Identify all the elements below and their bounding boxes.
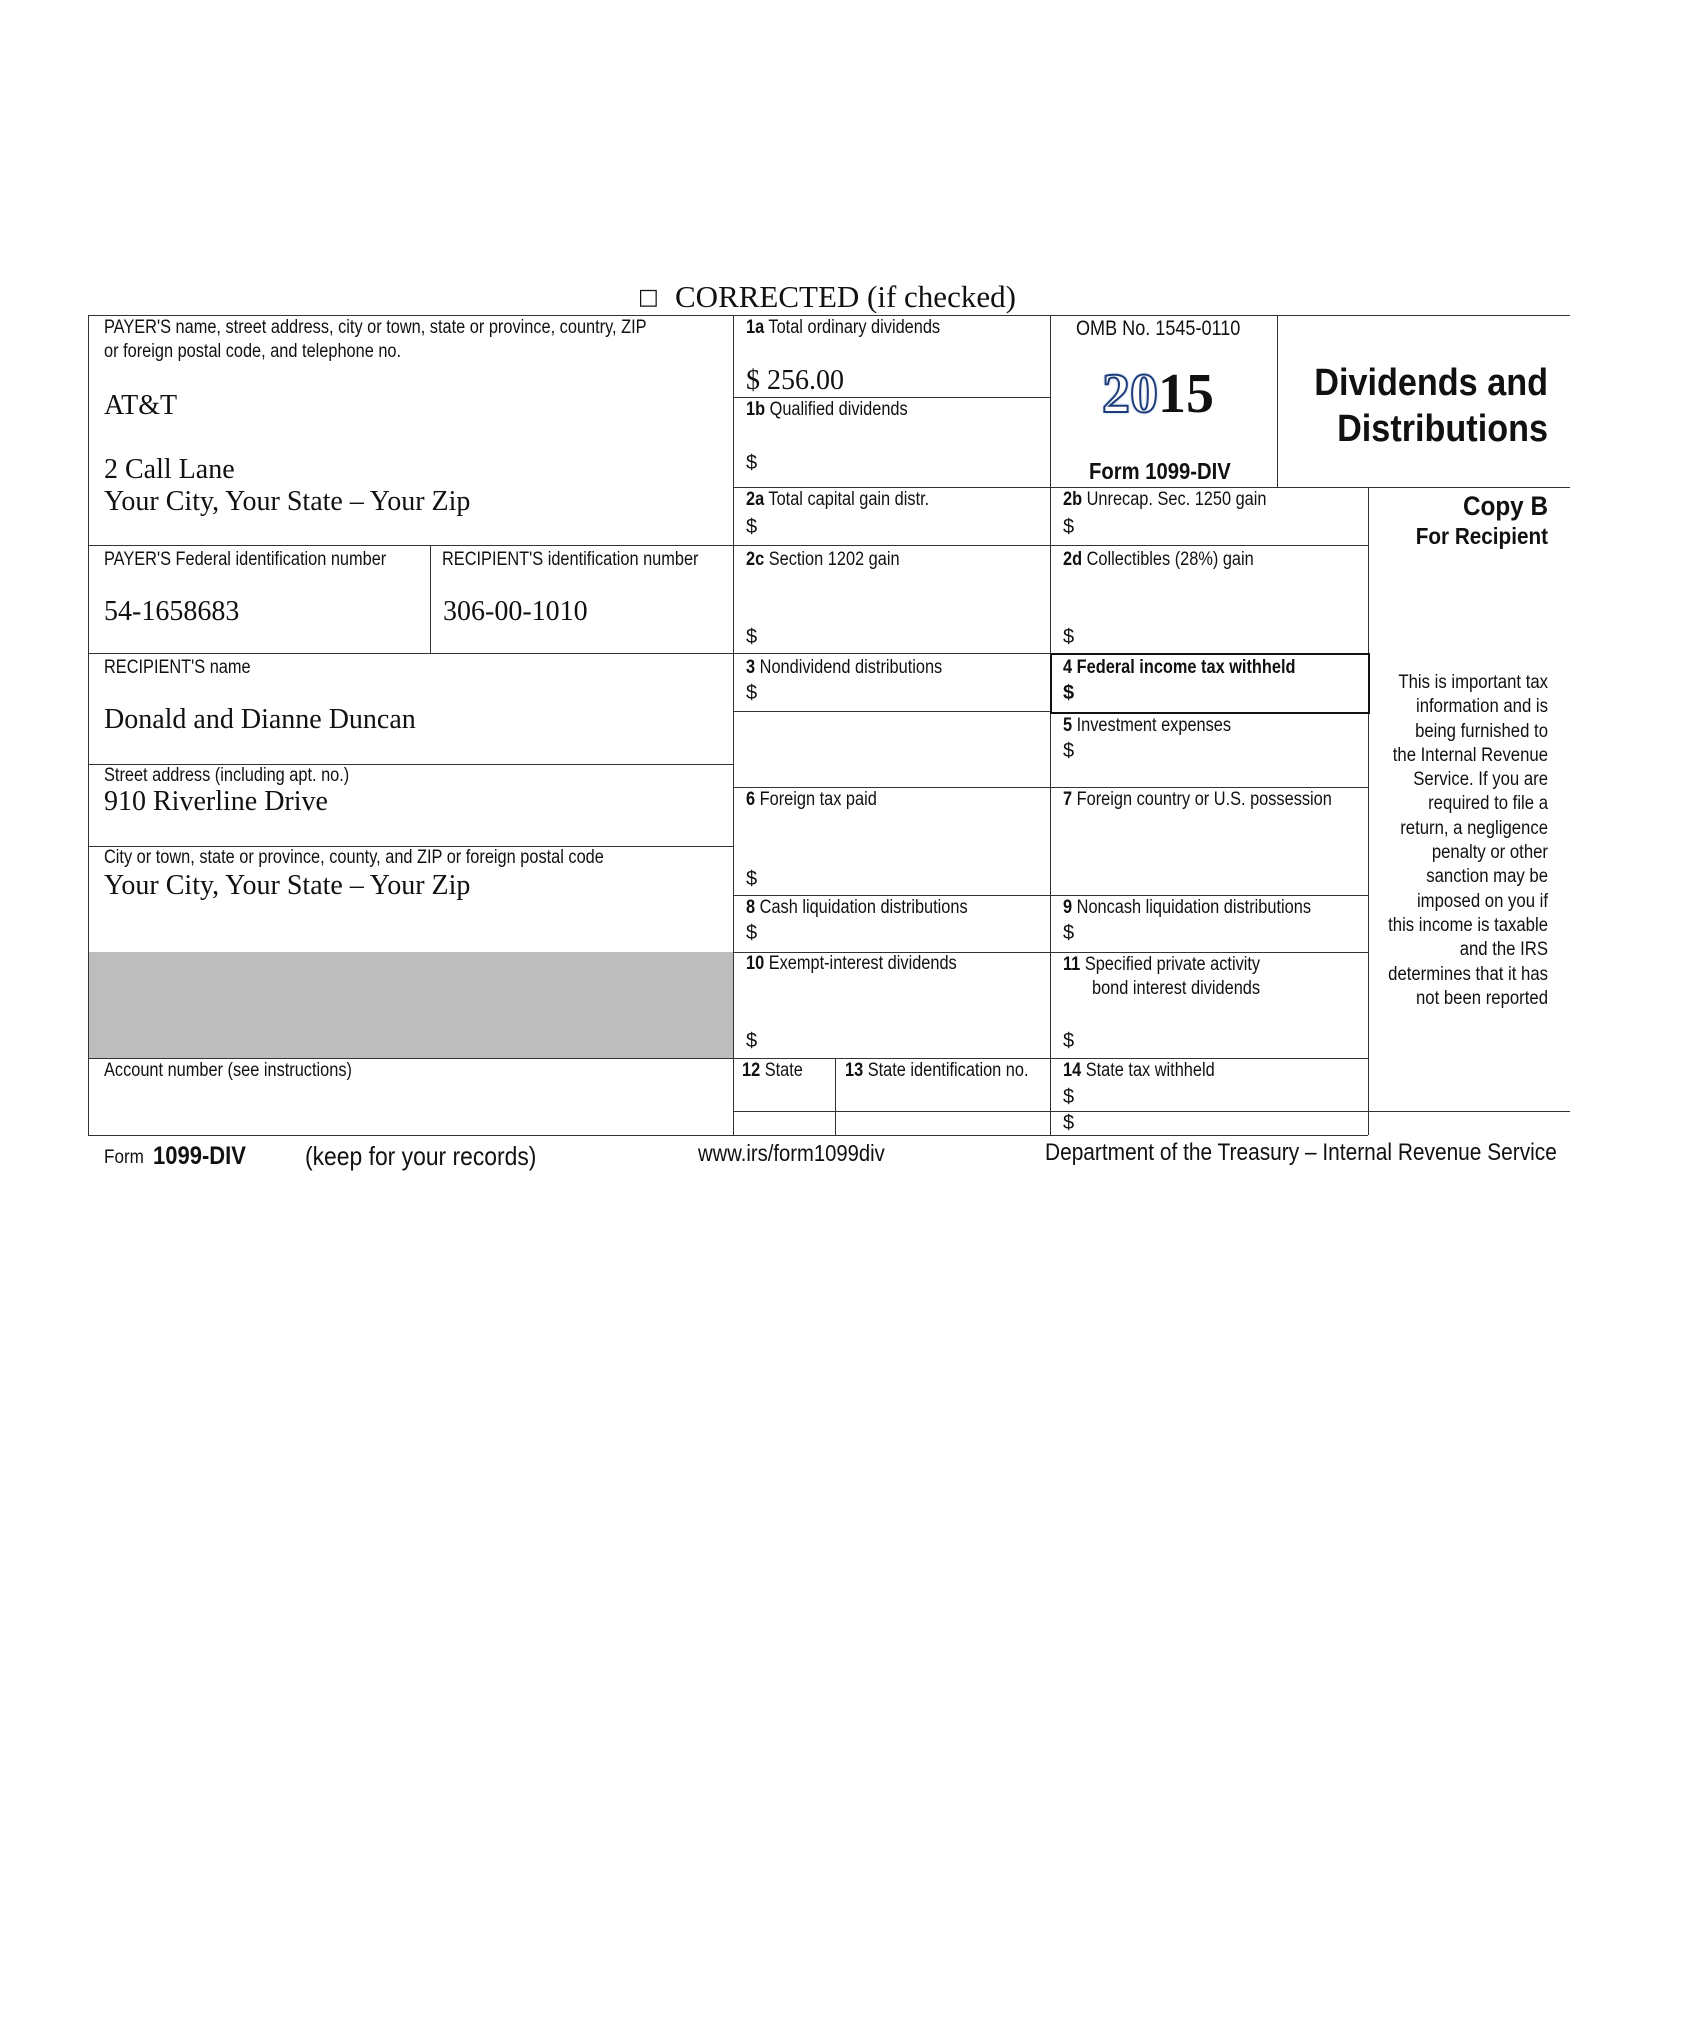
notice-line: the Internal Revenue [1392,744,1548,766]
footer-department: Department of the Treasury – Internal Revenue Service [1045,1139,1557,1166]
box-14-text: State tax withheld [1085,1060,1215,1081]
box-6-label [746,788,877,812]
box-3-text: Nondividend distributions [759,657,943,678]
grid-line [733,1111,1570,1112]
box-1b-label [746,398,908,422]
box-10-text: Exempt-interest dividends [768,953,957,974]
grid-line [733,315,734,1135]
account-number-label: Account number (see instructions) [104,1060,352,1081]
notice-line: sanction may be [1426,866,1548,888]
payer-city: Your City, Your State – Your Zip [104,486,471,517]
recipient-id: 306-00-1010 [443,596,588,627]
recipient-name: Donald and Dianne Duncan [104,704,416,735]
box-14-dollar-second: $ [1063,1112,1075,1134]
omb-number: OMB No. 1545-0110 [1076,317,1241,340]
box-2a-dollar: $ [746,516,758,538]
box-13-number: 13 [845,1060,864,1081]
box-4-text: Federal income tax withheld [1076,657,1296,678]
notice-line: determines that it has [1388,963,1548,985]
box-4-label [1063,656,1295,680]
notice-line: imposed on you if [1416,890,1548,912]
box-2c-number: 2c [746,549,765,570]
box-1b-dollar: $ [746,452,758,474]
recipient-city: Your City, Your State – Your Zip [104,870,471,901]
box-11-text: Specified private activity [1084,954,1261,975]
box-7-label [1063,788,1332,812]
recipient-id-label: RECIPIENT'S identification number [442,549,699,570]
footer-form-word: Form [104,1147,144,1168]
box-11-number: 11 [1063,954,1081,975]
box-1a-number: 1a [746,317,765,338]
box-6-number: 6 [746,789,756,810]
box-4-dollar: $ [1063,682,1075,704]
box-2b-text: Unrecap. Sec. 1250 gain [1086,489,1267,510]
recipient-city-label: City or town, state or province, county, and ZIP or foreign postal code [104,847,604,868]
box-13-text: State identification no. [867,1060,1029,1081]
notice-line: being furnished to [1415,720,1548,742]
box-2d-number: 2d [1063,549,1083,570]
box-9-label [1063,896,1311,920]
payer-label-continued: or foreign postal code, and telephone no. [104,341,402,362]
grid-line [733,711,1050,712]
tax-year-prefix: 20 [1102,363,1158,425]
shaded-area [89,952,733,1058]
box-2d-dollar: $ [1063,626,1075,648]
box-13-label [845,1059,1029,1083]
form-title-line-2: Distributions [1337,408,1548,450]
box-11-label [1063,953,1260,977]
payer-fed-id: 54-1658683 [104,596,240,627]
box-6-dollar: $ [746,868,758,890]
grid-line [88,1135,1368,1136]
box-12-text: State [764,1060,803,1081]
box-1a-value: $ 256.00 [746,365,844,396]
copy-subtitle: For Recipient [1415,523,1548,549]
box-8-dollar: $ [746,922,758,944]
notice-line: not been reported [1415,987,1548,1009]
box-11-label-continued: bond interest dividends [1092,978,1261,999]
box-8-text: Cash liquidation distributions [759,897,968,918]
recipient-street-label: Street address (including apt. no.) [104,765,350,786]
notice-line: Service. If you are [1413,769,1548,791]
box-2b-label [1063,488,1266,512]
box-2b-dollar: $ [1063,516,1075,538]
form-title-line-1: Dividends and [1314,362,1548,404]
recipient-street: 910 Riverline Drive [104,786,328,817]
box-2c-dollar: $ [746,626,758,648]
box-5-dollar: $ [1063,740,1075,762]
copy-title: Copy B [1462,491,1548,521]
box-14-number: 14 [1063,1060,1082,1081]
grid-line [835,1058,836,1135]
box-1a-label [746,316,940,340]
box-2a-text: Total capital gain distr. [768,489,930,510]
grid-line [430,545,431,653]
box-6-text: Foreign tax paid [759,789,877,810]
corrected-checkbox[interactable]: □ [638,285,659,310]
box-5-text: Investment expenses [1076,715,1232,736]
box-9-text: Noncash liquidation distributions [1076,897,1311,918]
tax-year [1102,364,1214,424]
box-2a-label [746,488,929,512]
box-5-label [1063,714,1231,738]
notice-line: This is important tax [1398,672,1548,693]
corrected-label: CORRECTED (if checked) [675,279,1016,314]
box-8-label [746,896,968,920]
footer-keep-records: (keep for your records) [305,1141,537,1171]
box-1a-text: Total ordinary dividends [768,317,941,338]
box-11-dollar: $ [1063,1030,1075,1052]
box-2d-text: Collectibles (28%) gain [1086,549,1254,570]
notice-line: return, a negligence [1400,817,1548,839]
box-2a-number: 2a [746,489,765,510]
recipient-name-label: RECIPIENT'S name [104,657,251,678]
footer-form-name: 1099-DIV [153,1142,246,1170]
box-3-label [746,656,942,680]
box-4-number: 4 [1063,657,1073,678]
box-10-number: 10 [746,953,765,974]
grid-line [1277,315,1278,487]
copy-b [1388,490,1548,550]
form-number-top: Form 1099-DIV [1089,458,1231,484]
notice-line: penalty or other [1431,842,1548,864]
box-7-number: 7 [1063,789,1073,810]
box-12-label [742,1059,803,1083]
box-12-number: 12 [742,1060,761,1081]
payer-street: 2 Call Lane [104,454,235,485]
notice-line: required to file a [1428,793,1548,815]
box-10-label [746,952,957,976]
form-title [1307,360,1548,452]
grid-line [88,545,1368,546]
payer-name: AT&T [104,390,178,421]
box-8-number: 8 [746,897,756,918]
box-2c-text: Section 1202 gain [768,549,900,570]
notice-line: this income is taxable [1388,914,1548,936]
box-5-number: 5 [1063,715,1073,736]
box-9-number: 9 [1063,897,1073,918]
box-14-label [1063,1059,1215,1083]
box-9-dollar: $ [1063,922,1075,944]
payer-fed-id-label: PAYER'S Federal identification number [104,549,387,570]
box-3-number: 3 [746,657,756,678]
box-3-dollar: $ [746,682,758,704]
box-2d-label [1063,548,1254,572]
box-14-dollar: $ [1063,1086,1075,1108]
box-2b-number: 2b [1063,489,1083,510]
box-1b-text: Qualified dividends [769,399,908,420]
payer-label: PAYER'S name, street address, city or town, state or province, country, ZIP [104,317,647,338]
box-10-dollar: $ [746,1030,758,1052]
recipient-notice [1337,671,1548,1011]
tax-year-suffix: 15 [1158,363,1214,425]
grid-line [1050,315,1051,1135]
notice-line: information and is [1416,696,1548,718]
notice-line: and the IRS [1459,939,1548,961]
box-2c-label [746,548,900,572]
box-7-text: Foreign country or U.S. possession [1076,789,1332,810]
box-1b-number: 1b [746,399,766,420]
footer-url[interactable]: www.irs/form1099div [698,1140,885,1166]
